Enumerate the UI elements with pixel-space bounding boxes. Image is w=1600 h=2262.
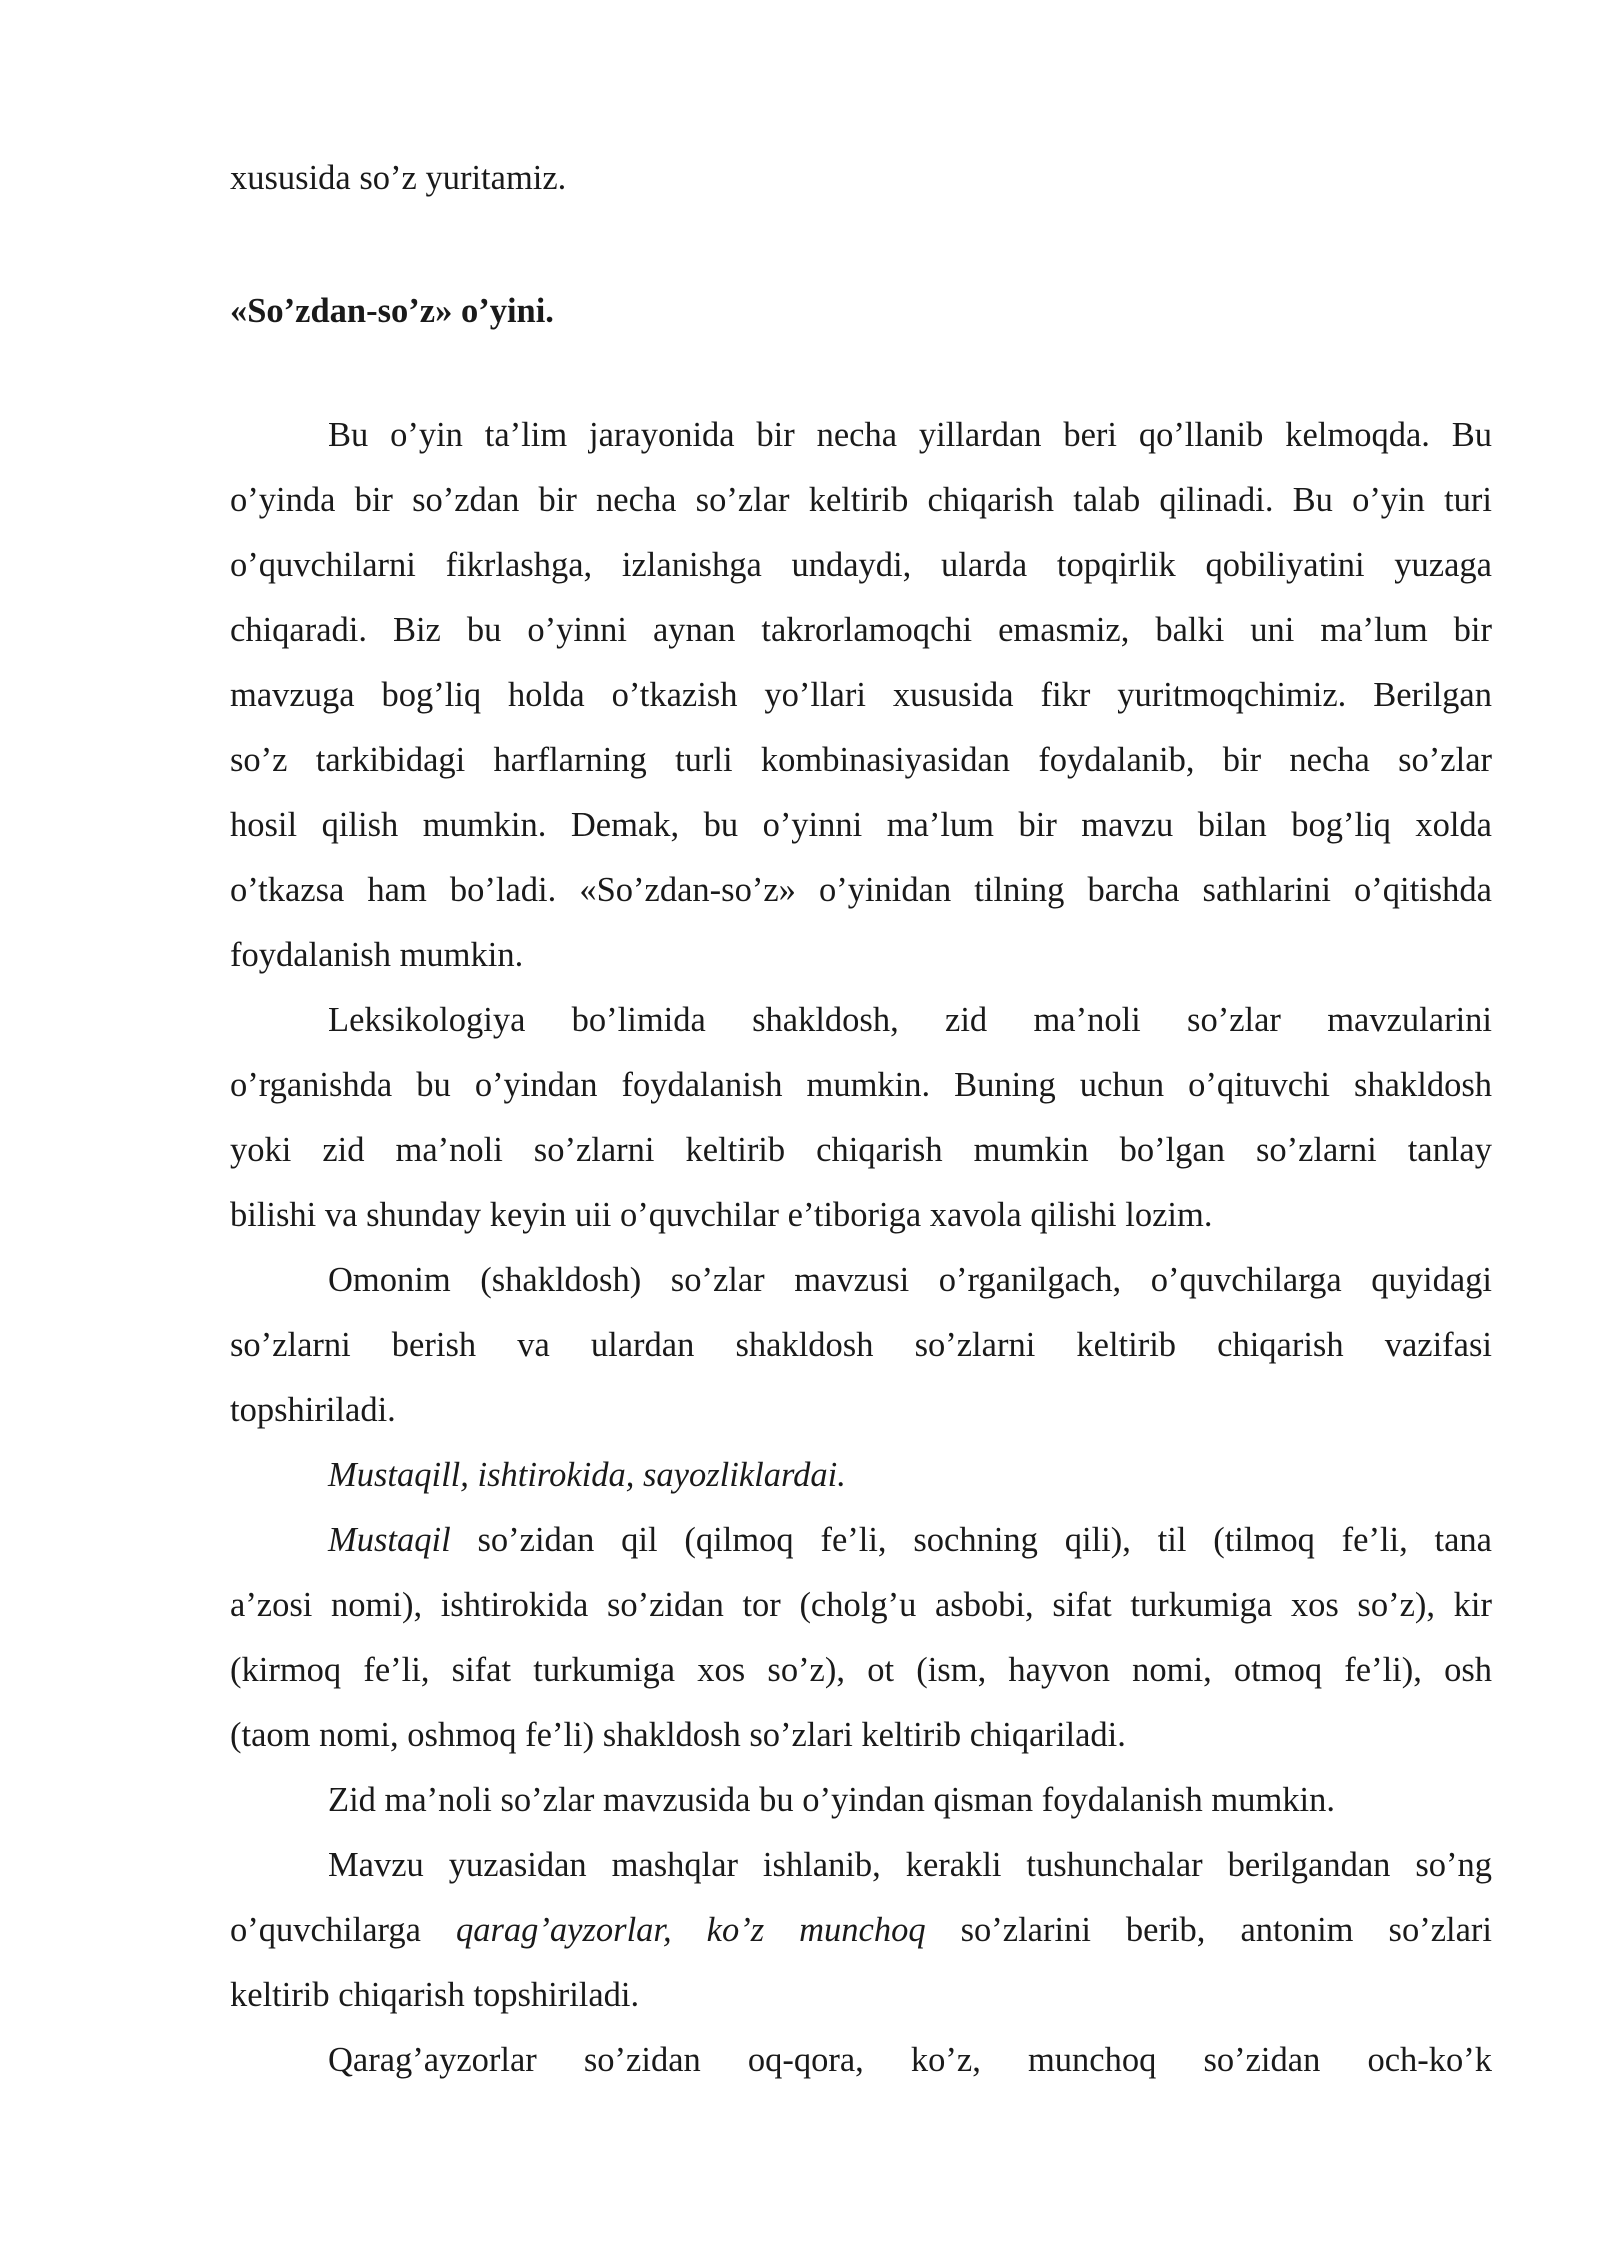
paragraph-line: a’zosi nomi), ishtirokida so’zidan tor (cholg’u asbobi, sifat turkumiga xos so’z), kir — [230, 1586, 1492, 1624]
paragraph-line: foydalanish mumkin. — [230, 936, 524, 974]
paragraph-line: Qarag’ayzorlar so’zidan oq-qora, ko’z, munchoq so’zidan och-ko’k — [328, 2041, 1492, 2079]
paragraph-line: (kirmoq fe’li, sifat turkumiga xos so’z), ot (ism, hayvon nomi, otmoq fe’li), osh — [230, 1651, 1492, 1689]
paragraph-line: o’tkazsa ham bo’ladi. «So’zdan-so’z» o’yinidan tilning barcha sathlarini o’qitishda — [230, 871, 1492, 909]
paragraph-line: so’z tarkibidagi harflarning turli kombinasiyasidan foydalanib, bir necha so’zlar — [230, 741, 1492, 779]
paragraph-line: o’yinda bir so’zdan bir necha so’zlar keltirib chiqarish talab qilinadi. Bu o’yin turi — [230, 481, 1492, 519]
paragraph-line: hosil qilish mumkin. Demak, bu o’yinni ma’lum bir mavzu bilan bog’liq xolda — [230, 806, 1492, 844]
paragraph-text: so’zidan qil (qilmoq fe’li, sochning qili), til (tilmoq fe’li, tana — [450, 1521, 1492, 1559]
lead-line: xususida so’z yuritamiz. — [230, 159, 567, 197]
italic-term: qarag’ayzorlar, ko’z munchoq — [455, 1911, 926, 1949]
paragraph-line — [230, 1907, 1492, 1953]
paragraph-line: o’quvchilarni fikrlashga, izlanishga undaydi, ularda topqirlik qobiliyatini yuzaga — [230, 546, 1492, 584]
paragraph-line: Bu o’yin ta’lim jarayonida bir necha yillardan beri qo’llanib kelmoqda. Bu — [328, 416, 1492, 454]
example-words — [230, 1452, 1492, 1498]
paragraph-text: o’quvchilarga — [230, 1911, 456, 1949]
paragraph-line: (taom nomi, oshmoq fe’li) shakldosh so’zlari keltirib chiqariladi. — [230, 1716, 1126, 1754]
paragraph-line: yoki zid ma’noli so’zlarni keltirib chiqarish mumkin bo’lgan so’zlarni tanlay — [230, 1131, 1492, 1169]
paragraph-text: so’zlarini berib, antonim so’zlari — [925, 1911, 1492, 1949]
section-heading: «So’zdan-so’z» o’yini. — [230, 292, 554, 330]
paragraph-line: mavzuga bog’liq holda o’tkazish yo’llari xususida fikr yuritmoqchimiz. Berilgan — [230, 676, 1492, 714]
example-words-text: Mustaqill, ishtirokida, sayozliklardai. — [328, 1456, 846, 1494]
paragraph-line: keltirib chiqarish topshiriladi. — [230, 1976, 640, 2014]
italic-term: Mustaqil — [328, 1521, 451, 1559]
paragraph-line: chiqaradi. Biz bu o’yinni aynan takrorlamoqchi emasmiz, balki uni ma’lum bir — [230, 611, 1492, 649]
paragraph-line: so’zlarni berish va ulardan shakldosh so’zlarni keltirib chiqarish vazifasi — [230, 1326, 1492, 1364]
paragraph-line — [230, 1517, 1492, 1563]
paragraph-line: o’rganishda bu o’yindan foydalanish mumkin. Buning uchun o’qituvchi shakldosh — [230, 1066, 1492, 1104]
paragraph-line: topshiriladi. — [230, 1391, 396, 1429]
paragraph-line: Omonim (shakldosh) so’zlar mavzusi o’rganilgach, o’quvchilarga quyidagi — [328, 1261, 1492, 1299]
paragraph-line: Leksikologiya bo’limida shakldosh, zid ma’noli so’zlar mavzularini — [328, 1001, 1492, 1039]
paragraph-line: Mavzu yuzasidan mashqlar ishlanib, kerakli tushunchalar berilgandan so’ng — [328, 1846, 1492, 1884]
paragraph-line: Zid ma’noli so’zlar mavzusida bu o’yindan qisman foydalanish mumkin. — [328, 1781, 1336, 1819]
paragraph-line: bilishi va shunday keyin uii o’quvchilar e’tiboriga xavola qilishi lozim. — [230, 1196, 1213, 1234]
